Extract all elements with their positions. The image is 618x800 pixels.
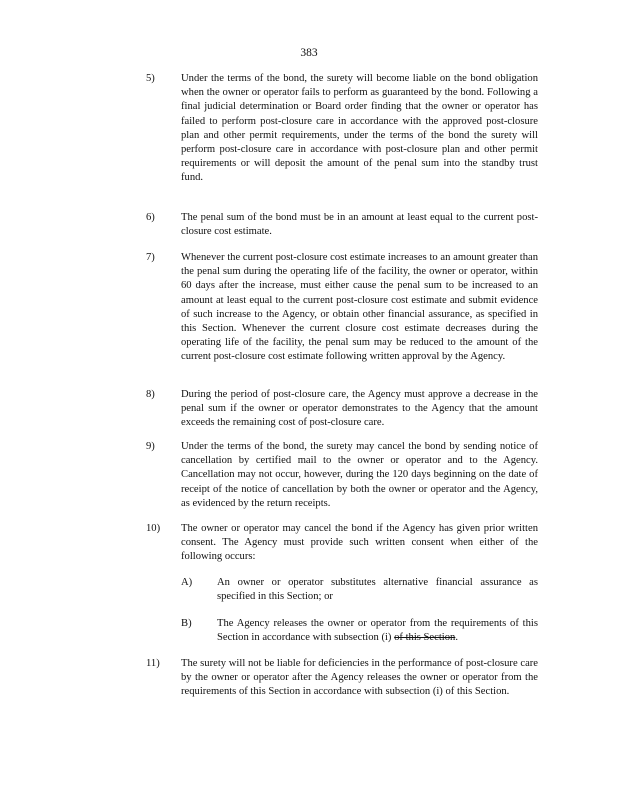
struck-text: of this Section xyxy=(394,632,456,644)
page-number: 383 xyxy=(300,47,318,59)
paragraph-text: Under the terms of the bond, the surety may cancel the bond by sending notice of cancellation by certified mail to the owner or operator and to the Agency. Cancellation may not occur, however, during the 120 days beginning on the date of receipt of the notice of cancellation by both the owner or operator and the Agency, as evidenced by the return receipts. xyxy=(181,441,538,509)
paragraph-text: Under the terms of the bond, the surety will become liable on the bond obligation when the owner or operator fails to perform as guaranteed by the bond. Following a final judicial determination or Board order finding that the owner or operator has failed to perform post-closure care in accordance with the approved post-closure plan and other permit requirements, under the terms of the bond the surety will perform post-closure care in accordance with post-closure plan and other permit requirements or will deposit the amount of the penal sum into the standby trust fund. xyxy=(181,73,538,184)
paragraph-number: 11) xyxy=(146,658,160,669)
paragraph-text: The penal sum of the bond must be in an amount at least equal to the current post-closure cost estimate. xyxy=(181,212,538,238)
paragraph-text: The surety will not be liable for deficiencies in the performance of post-closure care by the owner or operator after the Agency releases the owner or operator from the requirements of this Section in accordance with subsection (i) of this Section. xyxy=(181,658,538,698)
subparagraph-text: The Agency releases the owner or operator from the requirements of this Section in accordance with subsection (i) xyxy=(217,618,538,644)
paragraph-number: 6) xyxy=(146,212,155,223)
subparagraph-letter: A) xyxy=(181,577,193,588)
paragraph-text: Whenever the current post-closure cost estimate increases to an amount greater than the penal sum during the operating life of the facility, the owner or operator, within 60 days after the increase, must either cause the penal sum to be increased to an amount at least equal to the current post-closure cost estimate and submit evidence of such increase to the Agency, or obtain other financial assurance, as specified in this Section. Whenever the current closure cost estimate decreases during the operating life of the facility, the penal sum may be reduced to the amount of the current post-closure cost estimate following written approval by the Agency. xyxy=(181,252,538,363)
subparagraph-text-wrapper xyxy=(217,617,538,645)
paragraph-text: The owner or operator may cancel the bond if the Agency has given prior written consent. The Agency must provide such written consent when either of the following occurs: xyxy=(181,523,538,563)
subparagraph-end: . xyxy=(455,632,458,644)
paragraph-number: 7) xyxy=(146,252,155,263)
paragraph-number: 9) xyxy=(146,441,155,452)
paragraph-text: During the period of post-closure care, the Agency must approve a decrease in the penal sum if the owner or operator demonstrates to the Agency that the amount exceeds the remaining cost of post-closure care. xyxy=(181,389,538,429)
paragraph-number: 8) xyxy=(146,389,155,400)
paragraph-number: 10) xyxy=(146,523,161,534)
paragraph-number: 5) xyxy=(146,73,155,84)
subparagraph-letter: B) xyxy=(181,618,192,629)
subparagraph-text: An owner or operator substitutes alternative financial assurance as specified in this Section; or xyxy=(217,577,538,603)
